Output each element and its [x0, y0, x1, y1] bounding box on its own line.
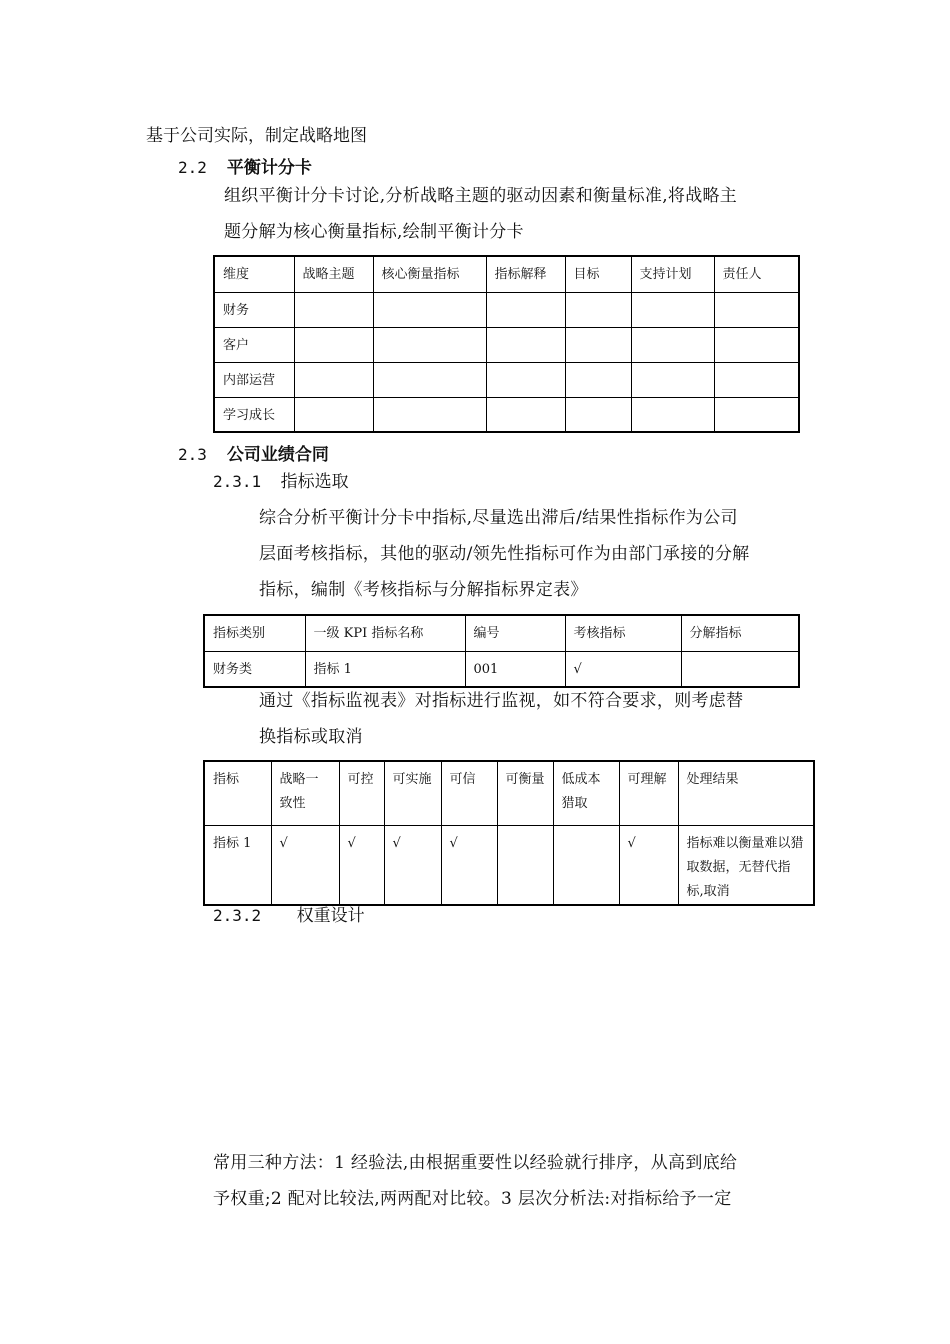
table-cell: √	[384, 825, 441, 905]
table-cell	[714, 327, 799, 362]
subsection-heading-2-3-2	[213, 908, 365, 925]
table-cell	[681, 651, 799, 687]
table-cell	[294, 397, 373, 432]
paragraph-line: 通过《指标监视表》对指标进行监视，如不符合要求，则考虑替	[259, 691, 744, 711]
indicator-monitor-table	[203, 760, 815, 906]
table-cell	[486, 292, 565, 327]
header-cell: 战略一致性	[271, 761, 339, 825]
subsection-number: 2.3.2	[213, 906, 262, 925]
header-cell: 一级 KPI 指标名称	[305, 615, 465, 651]
table-header-row	[214, 256, 799, 292]
balanced-scorecard-table	[213, 255, 800, 433]
header-cell: 指标解释	[486, 256, 565, 292]
table-cell: √	[441, 825, 497, 905]
subsection-title: 权重设计	[296, 906, 365, 926]
table-cell: 内部运营	[214, 362, 294, 397]
header-cell: 可信	[441, 761, 497, 825]
header-cell: 责任人	[714, 256, 799, 292]
header-cell: 可实施	[384, 761, 441, 825]
table-cell	[294, 292, 373, 327]
table-row	[204, 825, 814, 905]
table-cell	[631, 327, 714, 362]
table-cell	[565, 292, 631, 327]
table-row	[214, 362, 799, 397]
table-cell	[714, 397, 799, 432]
paragraph-line: 题分解为核心衡量指标,绘制平衡计分卡	[224, 222, 524, 242]
table-cell: √	[565, 651, 681, 687]
subsection-number: 2.3.1	[213, 472, 262, 491]
table-cell	[373, 292, 486, 327]
table-cell	[294, 327, 373, 362]
table-cell: 指标 1	[305, 651, 465, 687]
table-cell	[631, 397, 714, 432]
table-header-row	[204, 761, 814, 825]
table-cell	[497, 825, 553, 905]
paragraph-2-3-1	[259, 500, 749, 608]
header-cell: 可理解	[619, 761, 678, 825]
table-row	[214, 292, 799, 327]
subsection-title: 指标选取	[280, 472, 349, 492]
intro-line: 基于公司实际，制定战略地图	[146, 126, 367, 146]
table-cell	[486, 397, 565, 432]
paragraph-line: 组织平衡计分卡讨论,分析战略主题的驱动因素和衡量标准,将战略主	[224, 186, 738, 206]
header-cell: 编号	[465, 615, 565, 651]
section-number: 2.2	[178, 158, 207, 177]
table-cell	[631, 292, 714, 327]
table-cell: 指标难以衡量难以猎取数据，无替代指标,取消	[678, 825, 814, 905]
paragraph-2-2	[224, 178, 737, 250]
table-cell: 客户	[214, 327, 294, 362]
header-cell: 指标类别	[204, 615, 305, 651]
table-cell: 财务类	[204, 651, 305, 687]
section-title: 公司业绩合同	[226, 445, 329, 465]
table-cell: 财务	[214, 292, 294, 327]
header-cell: 低成本猎取	[553, 761, 619, 825]
paragraph-line: 层面考核指标，其他的驱动/领先性指标可作为由部门承接的分解	[259, 544, 750, 564]
header-cell: 处理结果	[678, 761, 814, 825]
section-heading-2-2	[178, 153, 312, 178]
header-cell: 考核指标	[565, 615, 681, 651]
header-cell: 支持计划	[631, 256, 714, 292]
paragraph-monitor	[259, 683, 743, 755]
table-cell	[486, 362, 565, 397]
header-cell: 指标	[204, 761, 271, 825]
table-cell	[373, 362, 486, 397]
section-number: 2.3	[178, 445, 207, 464]
indicator-definition-table	[203, 614, 800, 688]
header-cell: 分解指标	[681, 615, 799, 651]
table-cell: 001	[465, 651, 565, 687]
table-row	[214, 327, 799, 362]
table-cell	[565, 362, 631, 397]
table-cell: 指标 1	[204, 825, 271, 905]
paragraph-line: 予权重;2 配对比较法,两两配对比较。3 层次分析法:对指标给予一定	[213, 1189, 732, 1209]
table-cell	[553, 825, 619, 905]
table-cell	[486, 327, 565, 362]
table-cell: √	[271, 825, 339, 905]
table-cell	[373, 397, 486, 432]
paragraph-line: 常用三种方法：1 经验法,由根据重要性以经验就行排序，从高到底给	[213, 1153, 738, 1173]
paragraph-weight	[213, 1145, 737, 1217]
table-header-row	[204, 615, 799, 651]
table-cell	[565, 327, 631, 362]
paragraph-line: 换指标或取消	[259, 727, 363, 747]
table-cell	[373, 327, 486, 362]
paragraph-line: 指标，编制《考核指标与分解指标界定表》	[259, 580, 588, 600]
header-cell: 可衡量	[497, 761, 553, 825]
header-cell: 核心衡量指标	[373, 256, 486, 292]
table-cell	[714, 292, 799, 327]
header-cell: 战略主题	[294, 256, 373, 292]
table-cell	[714, 362, 799, 397]
header-cell: 目标	[565, 256, 631, 292]
table-cell: 学习成长	[214, 397, 294, 432]
table-cell	[565, 397, 631, 432]
subsection-heading-2-3-1	[213, 474, 349, 491]
table-cell: √	[339, 825, 384, 905]
header-cell: 维度	[214, 256, 294, 292]
section-heading-2-3	[178, 440, 329, 465]
table-cell	[294, 362, 373, 397]
header-cell: 可控	[339, 761, 384, 825]
section-title: 平衡计分卡	[226, 158, 312, 178]
table-row	[214, 397, 799, 432]
table-row	[204, 651, 799, 687]
paragraph-line: 综合分析平衡计分卡中指标,尽量选出滞后/结果性指标作为公司	[259, 508, 738, 528]
table-cell	[631, 362, 714, 397]
table-cell: √	[619, 825, 678, 905]
